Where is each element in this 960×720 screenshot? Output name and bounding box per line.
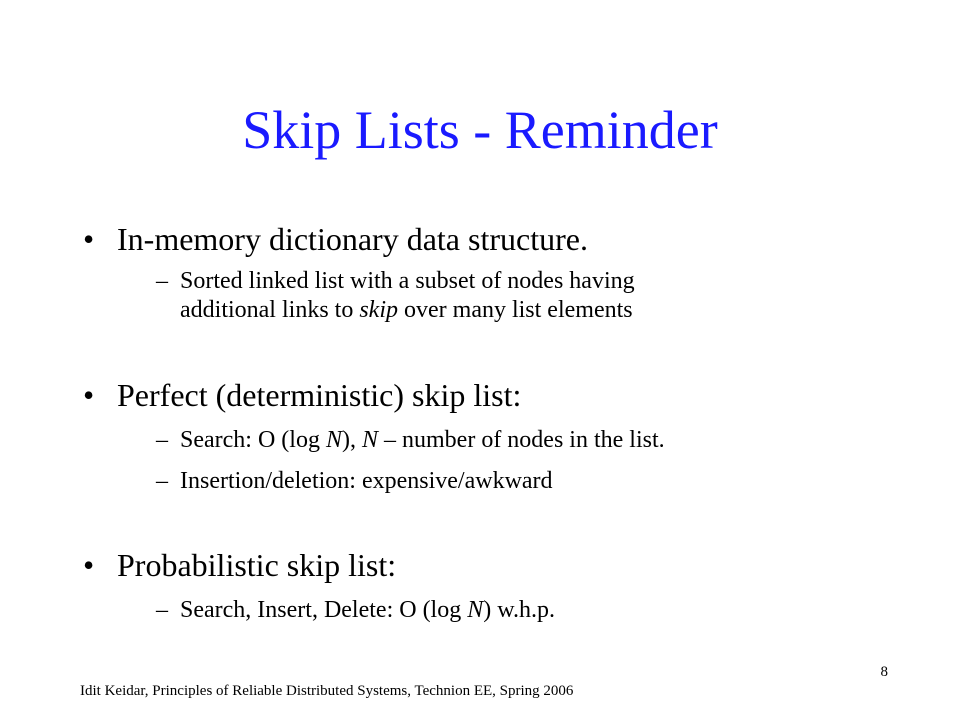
emphasis-n: N	[325, 427, 342, 453]
emphasis-n: N	[361, 427, 378, 453]
bullet-text: Perfect (deterministic) skip list:	[117, 377, 522, 413]
text-fragment: over many list elements	[398, 297, 633, 323]
sub-bullet-probabilistic-ops	[156, 596, 555, 625]
text-fragment: ),	[341, 427, 362, 453]
page-number: 8	[880, 664, 888, 680]
sub-bullet-text: Insertion/deletion: expensive/awkward	[180, 468, 553, 494]
text-fragment: Search, Insert, Delete: O (log	[180, 597, 468, 623]
bullet-in-memory	[83, 220, 588, 258]
sub-bullet-line2	[156, 296, 635, 325]
bullet-marker: •	[83, 221, 95, 257]
emphasis-n: N	[467, 597, 484, 623]
dash-marker: –	[156, 597, 168, 623]
text-fragment: ) w.h.p.	[483, 597, 556, 623]
dash-marker: –	[156, 427, 168, 453]
bullet-marker: •	[83, 377, 95, 413]
slide-title: Skip Lists - Reminder	[242, 100, 718, 160]
bullet-perfect-skip-list	[83, 376, 521, 414]
dash-marker: –	[156, 268, 168, 294]
text-fragment: – number of nodes in the list.	[378, 427, 665, 453]
text-fragment: Search: O (log	[180, 427, 326, 453]
sub-bullet-sorted-list	[156, 267, 635, 325]
bullet-marker: •	[83, 547, 95, 583]
slide-footer: Idit Keidar, Principles of Reliable Distributed Systems, Technion EE, Spring 2006	[80, 683, 574, 699]
sub-bullet-search-complexity	[156, 426, 665, 455]
bullet-text: In-memory dictionary data structure.	[117, 221, 588, 257]
emphasis-skip: skip	[359, 297, 398, 323]
text-fragment: additional links to	[180, 297, 360, 323]
bullet-probabilistic-skip-list	[83, 546, 396, 584]
sub-bullet-line1: Sorted linked list with a subset of nodes having	[180, 268, 635, 294]
sub-bullet-insertion-deletion	[156, 467, 553, 496]
dash-marker: –	[156, 468, 168, 494]
bullet-text: Probabilistic skip list:	[117, 547, 397, 583]
